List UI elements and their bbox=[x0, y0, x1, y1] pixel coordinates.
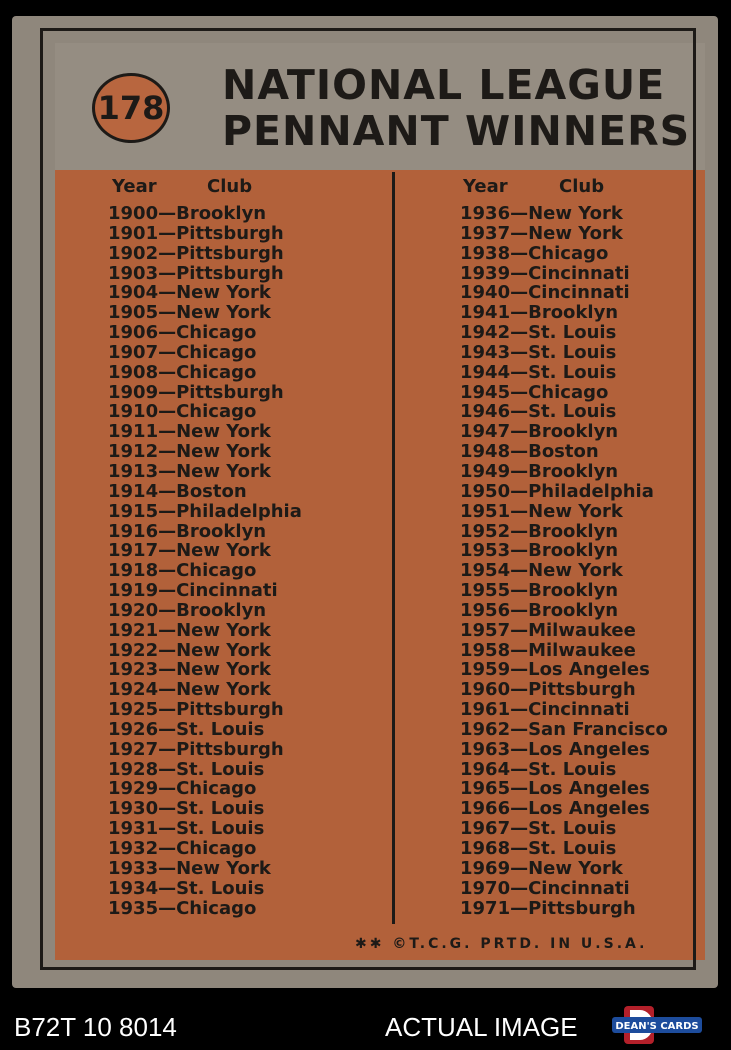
deans-cards-logo bbox=[612, 1004, 702, 1046]
left-winner-item: 1904—New York bbox=[108, 282, 271, 304]
cert-number: B72T 10 8014 bbox=[14, 1012, 177, 1042]
right-winner-item: 1961—Cincinnati bbox=[460, 699, 630, 721]
right-winner-item: 1965—Los Angeles bbox=[460, 778, 650, 800]
left-winner-item: 1919—Cincinnati bbox=[108, 580, 278, 602]
left-year-header: Year bbox=[112, 176, 157, 197]
left-winner-item: 1930—St. Louis bbox=[108, 798, 265, 820]
right-winner-item: 1958—Milwaukee bbox=[460, 639, 636, 661]
right-winner-item: 1943—St. Louis bbox=[460, 341, 617, 363]
left-winner-item: 1931—St. Louis bbox=[108, 818, 265, 840]
left-winner-item: 1916—Brooklyn bbox=[108, 520, 267, 542]
right-winner-item: 1937—New York bbox=[460, 222, 623, 244]
copyright-note: ✱✱ ©T.C.G. PRTD. IN U.S.A. bbox=[355, 936, 648, 952]
right-year-header: Year bbox=[463, 176, 508, 197]
right-winner-item: 1955—Brooklyn bbox=[460, 580, 619, 602]
card-title-line1: NATIONAL LEAGUE bbox=[222, 61, 666, 109]
right-winner-item: 1971—Pittsburgh bbox=[460, 897, 636, 919]
right-winner-item: 1936—New York bbox=[460, 203, 623, 224]
left-winner-item: 1909—Pittsburgh bbox=[108, 381, 284, 403]
right-winners-list bbox=[460, 204, 668, 918]
right-winner-item: 1953—Brooklyn bbox=[460, 540, 619, 562]
logo-text: DEAN'S CARDS bbox=[615, 1021, 699, 1032]
left-winner-item: 1925—Pittsburgh bbox=[108, 699, 284, 721]
right-winner-item: 1967—St. Louis bbox=[460, 818, 617, 840]
column-divider bbox=[392, 172, 395, 924]
right-winner-item: 1944—St. Louis bbox=[460, 361, 617, 383]
left-winner-item: 1908—Chicago bbox=[108, 361, 257, 383]
right-winner-item: 1939—Cincinnati bbox=[460, 262, 630, 284]
left-winner-item: 1903—Pittsburgh bbox=[108, 262, 284, 284]
card-title-line2: PENNANT WINNERS bbox=[222, 107, 691, 155]
left-winner-item: 1911—New York bbox=[108, 421, 271, 443]
right-winner-item: 1969—New York bbox=[460, 857, 623, 879]
left-winner-item: 1915—Philadelphia bbox=[108, 500, 302, 522]
right-winner-item: 1956—Brooklyn bbox=[460, 599, 619, 621]
right-winner-item: 1957—Milwaukee bbox=[460, 619, 636, 641]
right-winner-item: 1963—Los Angeles bbox=[460, 738, 650, 760]
card-number-badge: 178 bbox=[92, 73, 170, 143]
right-winner-item: 1941—Brooklyn bbox=[460, 302, 619, 324]
left-winner-item: 1918—Chicago bbox=[108, 560, 257, 582]
left-winner-item: 1920—Brooklyn bbox=[108, 599, 267, 621]
right-winner-item: 1954—New York bbox=[460, 560, 623, 582]
left-winner-item: 1924—New York bbox=[108, 679, 271, 701]
right-winner-item: 1938—Chicago bbox=[460, 242, 609, 264]
left-winner-item: 1910—Chicago bbox=[108, 401, 257, 423]
left-winner-item: 1912—New York bbox=[108, 441, 271, 463]
left-winner-item: 1905—New York bbox=[108, 302, 271, 324]
left-winner-item: 1923—New York bbox=[108, 659, 271, 681]
left-winner-item: 1926—St. Louis bbox=[108, 718, 265, 740]
left-winner-item: 1935—Chicago bbox=[108, 897, 257, 919]
left-winner-item: 1902—Pittsburgh bbox=[108, 242, 284, 264]
left-winner-item: 1917—New York bbox=[108, 540, 271, 562]
left-winner-item: 1934—St. Louis bbox=[108, 877, 265, 899]
right-winner-item: 1947—Brooklyn bbox=[460, 421, 619, 443]
right-winner-item: 1946—St. Louis bbox=[460, 401, 617, 423]
right-winner-item: 1968—St. Louis bbox=[460, 838, 617, 859]
right-winner-item: 1952—Brooklyn bbox=[460, 520, 619, 542]
right-winner-item: 1959—Los Angeles bbox=[460, 659, 650, 681]
right-winner-item: 1966—Los Angeles bbox=[460, 798, 650, 820]
left-winner-item: 1914—Boston bbox=[108, 480, 247, 502]
left-winner-item: 1933—New York bbox=[108, 857, 271, 879]
left-winner-item: 1901—Pittsburgh bbox=[108, 222, 284, 244]
left-winner-item: 1929—Chicago bbox=[108, 778, 257, 800]
left-winner-item: 1922—New York bbox=[108, 639, 271, 661]
actual-image-label: ACTUAL IMAGE bbox=[385, 1012, 578, 1042]
right-winner-item: 1962—San Francisco bbox=[460, 718, 668, 740]
left-winner-item: 1907—Chicago bbox=[108, 341, 257, 363]
right-winner-item: 1950—Philadelphia bbox=[460, 480, 654, 502]
left-club-header: Club bbox=[207, 176, 253, 197]
left-winners-list bbox=[108, 204, 302, 918]
right-winner-item: 1970—Cincinnati bbox=[460, 877, 630, 899]
left-winner-item: 1927—Pittsburgh bbox=[108, 738, 284, 760]
right-club-header: Club bbox=[559, 176, 605, 197]
left-winner-item: 1921—New York bbox=[108, 619, 271, 641]
left-winner-item: 1906—Chicago bbox=[108, 322, 257, 344]
right-winner-item: 1964—St. Louis bbox=[460, 758, 617, 780]
right-winner-item: 1948—Boston bbox=[460, 441, 599, 463]
right-winner-item: 1960—Pittsburgh bbox=[460, 679, 636, 701]
left-winner-item: 1913—New York bbox=[108, 460, 271, 482]
right-winner-item: 1942—St. Louis bbox=[460, 322, 617, 344]
right-winner-item: 1949—Brooklyn bbox=[460, 460, 619, 482]
right-winner-item: 1945—Chicago bbox=[460, 381, 609, 403]
left-winner-item: 1928—St. Louis bbox=[108, 758, 265, 780]
right-winner-item: 1951—New York bbox=[460, 500, 623, 522]
right-winner-item: 1940—Cincinnati bbox=[460, 282, 630, 304]
left-winner-item: 1900—Brooklyn bbox=[108, 203, 267, 224]
left-winner-item: 1932—Chicago bbox=[108, 838, 257, 859]
